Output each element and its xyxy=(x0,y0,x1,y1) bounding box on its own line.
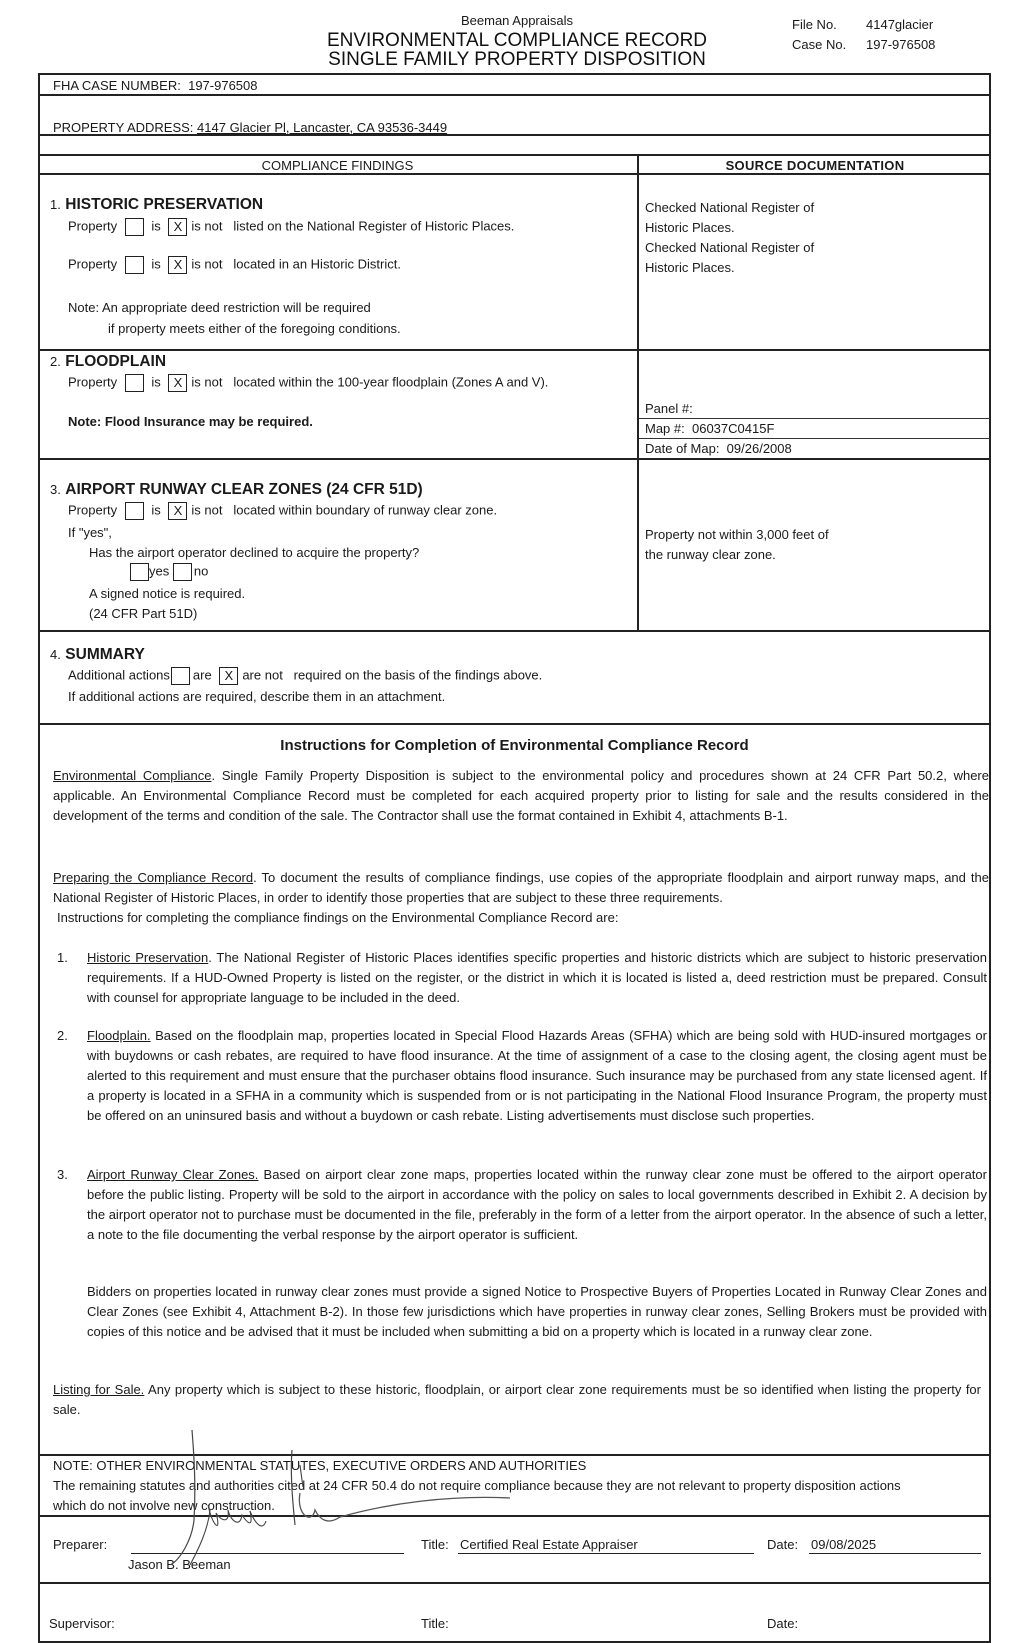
row-text: located within boundary of runway clear zone. xyxy=(233,502,498,518)
row-prefix: Property xyxy=(68,256,118,272)
paragraph-heading: Listing for Sale. xyxy=(53,1382,145,1397)
property-address-value: 4147 Glacier Pl, Lancaster, CA 93536-3449 xyxy=(197,120,448,135)
historic-district-isnot-checkbox[interactable]: X xyxy=(168,256,187,274)
case-number-value: 197-976508 xyxy=(866,37,936,52)
summary-section-title xyxy=(50,646,145,664)
source-line: Historic Places. xyxy=(645,260,735,275)
divider xyxy=(38,723,991,725)
note-line: Note: An appropriate deed restriction will be required xyxy=(68,300,371,315)
no-label: no xyxy=(193,563,209,579)
list-item-airport xyxy=(87,1165,987,1245)
section-number: 1. xyxy=(50,197,61,212)
historic-district-is-checkbox[interactable] xyxy=(125,256,144,274)
section-title: FLOODPLAIN xyxy=(65,353,167,370)
paragraph-heading: Environmental Compliance xyxy=(53,768,212,783)
compliance-findings-header: COMPLIANCE FINDINGS xyxy=(261,158,414,173)
airport-yes-checkbox[interactable] xyxy=(130,563,149,581)
section-number: 4. xyxy=(50,647,61,662)
form-title-line1: ENVIRONMENTAL COMPLIANCE RECORD xyxy=(326,30,708,51)
divider xyxy=(38,94,991,96)
source-documentation-header: SOURCE DOCUMENTATION xyxy=(725,158,905,173)
historic-register-row xyxy=(68,218,514,236)
divider xyxy=(38,630,991,632)
divider xyxy=(638,418,991,419)
map-number xyxy=(645,421,774,436)
row-text: located within the 100-year floodplain (Zones A and V). xyxy=(233,374,549,390)
arenot-label: are not xyxy=(242,667,283,683)
preparer-title-value[interactable]: Certified Real Estate Appraiser xyxy=(460,1537,638,1552)
paragraph-text: Any property which is subject to these historic, floodplain, or airport clear zone requirements must be so identified when listing the property for sale. xyxy=(53,1382,981,1417)
summary-arenot-checkbox[interactable]: X xyxy=(219,667,238,685)
row-text: located in an Historic District. xyxy=(233,256,401,272)
form-title-line2: SINGLE FAMILY PROPERTY DISPOSITION xyxy=(328,49,706,70)
list-number: 1. xyxy=(57,950,68,965)
listing-for-sale-paragraph xyxy=(53,1380,981,1420)
is-label: is xyxy=(151,218,161,234)
property-address xyxy=(53,120,447,135)
item-text: Based on the floodplain map, properties located in Special Flood Hazards Areas (SFHA) which are being sold with HUD-insured mortgages or with buydowns or cash rebates, are required to have flood insurance. At the time of assignment of a case to the closing agent, the closing agent must be alerted to this requirement and must ensure that the purchaser obtains flood insurance. Such insurance may be purchased from any state licensed agent. If a property is located in a SFHA in a community which is suspended from or is not participating in the National Flood Insurance Program, the property must be offered on an uninsured basis and without a buydown or cash rebate. Listing advertisements must disclose such properties. xyxy=(87,1028,987,1123)
are-label: are xyxy=(192,667,212,683)
if-yes-label: If "yes", xyxy=(68,525,112,540)
summary-row xyxy=(68,667,542,685)
divider xyxy=(38,458,991,460)
instructions-intro: Instructions for completing the compliance findings on the Environmental Compliance Record are: xyxy=(57,910,619,925)
section-title: AIRPORT RUNWAY CLEAR ZONES (24 CFR 51D) xyxy=(65,481,423,498)
fha-case-label: FHA CASE NUMBER: xyxy=(53,78,181,93)
paragraph-text: . To document the results of compliance findings, use copies of the appropriate floodplain and airport runway maps, and the National Register of Historic Places, in order to identify those properties that are subject to these three requirements. xyxy=(53,870,990,905)
divider xyxy=(38,1582,991,1584)
divider xyxy=(38,349,991,351)
yes-label: yes xyxy=(149,563,170,579)
preparer-name: Jason B. Beeman xyxy=(128,1557,231,1572)
map-date-label: Date of Map: xyxy=(645,441,720,456)
map-date xyxy=(645,441,792,456)
file-number xyxy=(792,17,933,32)
item-text: Based on airport clear zone maps, properties located within the runway clear zone must be offered to the airport operator before the public listing. Property will be sold to the airport in accordance with the policy on sales to local governments described in Exhibit 2. A decision by the airport operator not to purchase must be documented in the file, preferably in the form of a letter from the airport operator. In the absence of such a letter, a note to the file documenting the verbal response by the airport operator is sufficient. xyxy=(87,1167,987,1242)
item-text: . The National Register of Historic Places identifies specific properties and historic districts which are subject to historic preservation requirements. If a HUD-Owned Property is listed on the register, or the district in which it is located is listed a, deed restriction must be prepared. Consult with counsel for appropriate language to be included in the deed. xyxy=(87,950,987,1005)
list-item-floodplain xyxy=(87,1026,987,1126)
historic-district-row xyxy=(68,256,401,274)
airport-question: Has the airport operator declined to acquire the property? xyxy=(89,545,420,560)
historic-section-title xyxy=(50,196,263,214)
section-number: 3. xyxy=(50,482,61,497)
map-date-value: 09/26/2008 xyxy=(726,441,792,456)
panel-label: Panel #: xyxy=(645,401,693,416)
divider xyxy=(638,438,991,439)
is-label: is xyxy=(151,374,161,390)
instructions-title: Instructions for Completion of Environmental Compliance Record xyxy=(280,737,749,754)
map-label: Map #: xyxy=(645,421,685,436)
row-prefix: Property xyxy=(68,218,118,234)
environmental-compliance-paragraph xyxy=(53,766,989,826)
airport-row xyxy=(68,502,497,520)
floodplain-section-title xyxy=(50,353,166,371)
preparer-date-label: Date: xyxy=(767,1537,799,1552)
preparing-record-paragraph xyxy=(53,868,989,908)
list-number: 3. xyxy=(57,1167,68,1182)
divider xyxy=(38,173,991,175)
airport-source-doc xyxy=(645,525,829,565)
paragraph-heading: Preparing the Compliance Record xyxy=(53,870,254,885)
panel-number xyxy=(645,401,693,416)
airport-section-title xyxy=(50,481,423,499)
isnot-label: is not xyxy=(191,374,223,390)
column-divider xyxy=(637,154,639,630)
row-prefix: Additional actions xyxy=(68,667,170,683)
summary-are-checkbox[interactable] xyxy=(171,667,190,685)
divider xyxy=(38,154,991,156)
section-title: HISTORIC PRESERVATION xyxy=(65,196,264,213)
summary-attachment-note: If additional actions are required, describe them in an attachment. xyxy=(68,689,446,704)
historic-register-is-checkbox[interactable] xyxy=(125,218,144,236)
preparer-label: Preparer: xyxy=(53,1537,108,1552)
historic-source-doc xyxy=(645,198,814,278)
isnot-label: is not xyxy=(191,218,223,234)
file-number-value: 4147glacier xyxy=(866,17,934,32)
airport-cite: (24 CFR Part 51D) xyxy=(89,606,198,621)
floodplain-is-checkbox[interactable] xyxy=(125,374,144,392)
is-label: is xyxy=(151,256,161,272)
paragraph-text: . Single Family Property Disposition is subject to the environmental policy and procedures shown at 24 CFR Part 50.2, where applicable. An Environmental Compliance Record must be completed for each acquired property prior to listing for sale and the results considered in the development of the terms and condition of the sale. The Contractor shall use the format contained in Exhibit 4, attachments B-1. xyxy=(53,768,989,823)
other-statutes-title: NOTE: OTHER ENVIRONMENTAL STATUTES, EXECUTIVE ORDERS AND AUTHORITIES xyxy=(53,1458,587,1473)
airport-isnot-checkbox[interactable]: X xyxy=(168,502,187,520)
item-heading: Airport Runway Clear Zones. xyxy=(87,1167,259,1182)
fha-case-value: 197-976508 xyxy=(188,78,258,93)
source-line: the runway clear zone. xyxy=(645,547,776,562)
preparer-date-value[interactable]: 09/08/2025 xyxy=(811,1537,877,1552)
row-prefix: Property xyxy=(68,502,118,518)
preparer-signature xyxy=(150,1425,570,1565)
floodplain-isnot-checkbox[interactable]: X xyxy=(168,374,187,392)
list-number: 2. xyxy=(57,1028,68,1043)
row-text: listed on the National Register of Historic Places. xyxy=(233,218,515,234)
supervisor-title-label: Title: xyxy=(421,1616,449,1631)
preparer-title-label: Title: xyxy=(421,1537,449,1552)
case-number xyxy=(792,37,935,52)
note-line: if property meets either of the foregoing conditions. xyxy=(108,321,401,336)
map-value: 06037C0415F xyxy=(691,421,775,436)
item-heading: Floodplain. xyxy=(87,1028,151,1043)
file-number-label: File No. xyxy=(792,17,837,32)
property-address-label: PROPERTY ADDRESS: xyxy=(53,120,194,135)
source-line: Checked National Register of xyxy=(645,240,815,255)
airport-no-checkbox[interactable] xyxy=(173,563,192,581)
source-line: Property not within 3,000 feet of xyxy=(645,527,829,542)
row-prefix: Property xyxy=(68,374,118,390)
item-heading: Historic Preservation xyxy=(87,950,209,965)
section-number: 2. xyxy=(50,354,61,369)
airport-is-checkbox[interactable] xyxy=(125,502,144,520)
historic-register-isnot-checkbox[interactable]: X xyxy=(168,218,187,236)
is-label: is xyxy=(151,502,161,518)
list-item-historic xyxy=(87,948,987,1008)
historic-note xyxy=(68,297,401,339)
company-name-text: Beeman Appraisals xyxy=(460,13,573,28)
other-statutes-text: The remaining statutes and authorities cited at 24 CFR 50.4 do not require compliance because they are not relevant to property disposition actions which do not involve new construction. xyxy=(53,1478,901,1513)
supervisor-date-label: Date: xyxy=(767,1616,799,1631)
source-line: Checked National Register of xyxy=(645,200,815,215)
preparer-date-line xyxy=(809,1553,981,1554)
row-text: required on the basis of the findings above. xyxy=(293,667,543,683)
section-title: SUMMARY xyxy=(65,646,145,663)
case-number-label: Case No. xyxy=(792,37,847,52)
isnot-label: is not xyxy=(191,502,223,518)
fha-case-number xyxy=(53,78,258,93)
source-line: Historic Places. xyxy=(645,220,735,235)
bidders-paragraph: Bidders on properties located in runway clear zones must provide a signed Notice to Prospective Buyers of Properties Located in Runway Clear Zones and Clear Zones (see Exhibit 4, Attachment B-2). In those few jurisdictions which have properties in runway clear zones, Selling Brokers must be provided with copies of this notice and be advised that it must be included when submitting a bid on a property which is located in a runway clear zone. xyxy=(87,1284,987,1339)
airport-yes-no xyxy=(130,563,208,581)
isnot-label: is not xyxy=(191,256,223,272)
supervisor-label: Supervisor: xyxy=(49,1616,115,1631)
signed-notice-text: A signed notice is required. xyxy=(89,586,246,601)
flood-insurance-note: Note: Flood Insurance may be required. xyxy=(68,414,313,429)
floodplain-row xyxy=(68,374,548,392)
